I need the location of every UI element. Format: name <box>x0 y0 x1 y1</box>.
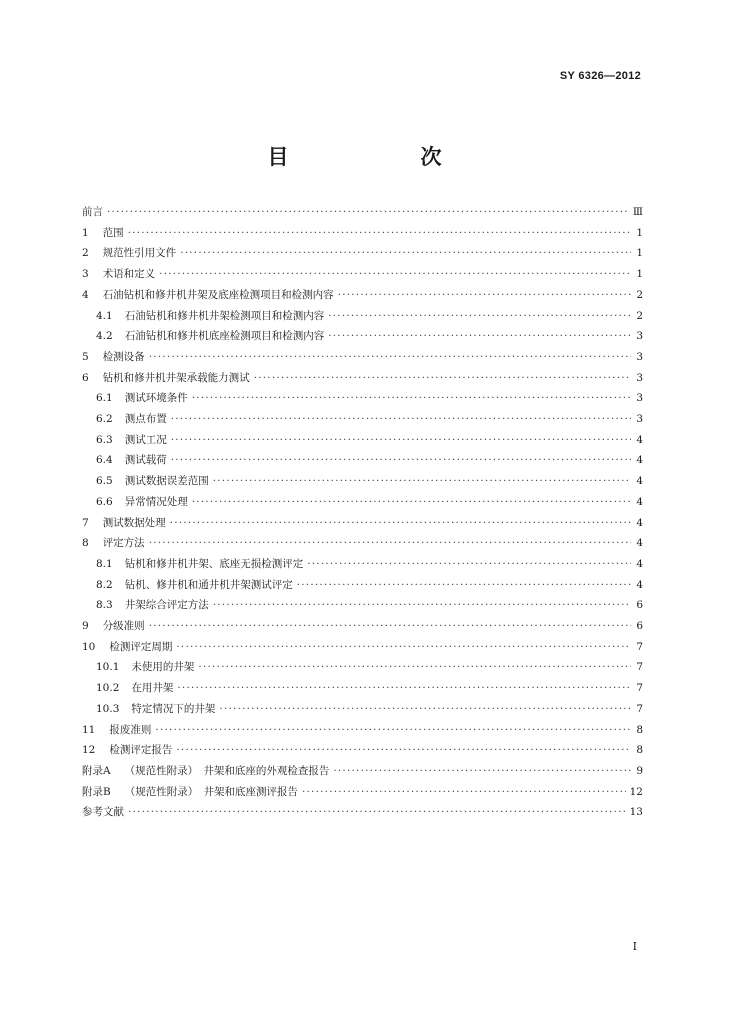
toc-entry-number: 4 <box>82 288 89 301</box>
toc-entry[interactable] <box>96 308 643 324</box>
toc-leader-dots <box>307 556 631 572</box>
toc-entry-label: 异常情况处理 <box>124 495 188 508</box>
toc-entry-number: 9 <box>82 620 89 632</box>
toc-entry-page: 7 <box>636 682 643 695</box>
toc-entry[interactable] <box>96 473 643 489</box>
toc-entry-page: 8 <box>636 723 643 736</box>
toc-entry-page: 7 <box>636 661 643 674</box>
toc-entry-label: 石油钻机和修井机底座检测项目和检测内容 <box>124 330 325 343</box>
toc-entry-page: 3 <box>636 330 643 343</box>
toc-entry[interactable] <box>82 225 643 241</box>
toc-entry-page: 4 <box>636 537 643 550</box>
toc-entry[interactable] <box>96 411 643 427</box>
toc-entry-label: 检测评定周期 <box>109 640 173 653</box>
toc-entry-label: 在用井架 <box>131 682 174 695</box>
toc-entry[interactable] <box>96 432 643 448</box>
toc-entry-label: 术语和定义 <box>102 268 156 281</box>
toc-entry-label: 测试环境条件 <box>124 392 188 405</box>
toc-leader-dots <box>149 618 631 634</box>
toc-entry-number: 6.1 <box>96 392 113 405</box>
toc-entry[interactable] <box>82 204 643 220</box>
toc-entry-page: 3 <box>636 371 643 384</box>
toc-entry-label: 规范性引用文件 <box>102 247 177 260</box>
toc-entry[interactable] <box>82 515 643 531</box>
toc-leader-dots <box>328 308 631 324</box>
toc-entry-label: （规范性附录） 井架和底座测评报告 <box>124 785 298 798</box>
toc-entry[interactable] <box>82 370 643 386</box>
toc-leader-dots <box>107 204 629 220</box>
toc-entry[interactable] <box>82 349 643 365</box>
toc-entry-number: 2 <box>82 247 89 260</box>
toc-entry[interactable] <box>96 577 643 593</box>
toc-entry-number: 10.2 <box>96 682 120 695</box>
toc-entry-number: 6 <box>82 371 89 384</box>
toc-entry[interactable] <box>82 287 643 303</box>
toc-leader-dots <box>177 680 631 696</box>
toc-entry-number: 附录A <box>82 764 111 777</box>
toc-entry-number: 8 <box>82 537 89 550</box>
toc-entry-number: 10.1 <box>96 661 120 674</box>
toc-entry-number: 6.3 <box>96 433 113 446</box>
toc-leader-dots <box>254 370 631 386</box>
toc-entry-number: 6.6 <box>96 495 113 508</box>
toc-leader-dots <box>213 597 631 613</box>
toc-entry[interactable] <box>82 535 643 551</box>
toc-entry-label: 测试数据误差范围 <box>124 475 209 488</box>
toc-leader-dots <box>302 784 626 800</box>
toc-entry-label: 特定情况下的井架 <box>131 702 216 715</box>
toc-entry[interactable] <box>82 763 643 779</box>
toc-entry[interactable] <box>96 659 643 675</box>
toc-leader-dots <box>219 701 631 717</box>
toc-entry[interactable] <box>96 390 643 406</box>
toc-leader-dots <box>149 349 631 365</box>
toc-entry-label: 检测评定报告 <box>109 744 173 757</box>
toc-entry-number: 8.1 <box>96 557 113 570</box>
toc-entry-number: 1 <box>82 226 89 239</box>
toc-entry-number: 6.2 <box>96 413 113 425</box>
toc-entry[interactable] <box>96 597 643 613</box>
toc-entry-page: 4 <box>636 578 643 591</box>
toc-entry-label: 测试数据处理 <box>102 516 166 529</box>
toc-entry-page: Ⅲ <box>632 206 643 218</box>
toc-entry-page: 9 <box>636 764 643 777</box>
toc-entry-label: 钻机和修井机井架承载能力测试 <box>102 371 250 384</box>
toc-leader-dots <box>128 804 626 820</box>
toc-entry[interactable] <box>96 452 643 468</box>
toc-entry-page: 12 <box>629 785 643 798</box>
toc-entry-page: 13 <box>629 806 643 819</box>
toc-leader-dots <box>192 494 631 510</box>
toc-leader-dots <box>171 411 631 427</box>
toc-leader-dots <box>297 577 631 593</box>
toc-entry-page: 1 <box>636 247 643 260</box>
toc-entry[interactable] <box>96 494 643 510</box>
toc-entry-page: 1 <box>636 268 643 281</box>
toc-entry-number: 4.2 <box>96 330 113 343</box>
toc-leader-dots <box>171 452 631 468</box>
toc-leader-dots <box>159 266 631 282</box>
toc-entry-number: 5 <box>82 350 89 363</box>
toc-entry-label: 未使用的井架 <box>131 661 195 674</box>
toc-entry-page: 6 <box>636 599 643 612</box>
toc-leader-dots <box>176 742 631 758</box>
toc-leader-dots <box>213 473 631 489</box>
toc-entry[interactable] <box>96 328 643 344</box>
toc-entry-label: 测试载荷 <box>124 454 167 467</box>
toc-entry-page: 4 <box>636 454 643 467</box>
toc-entry-label: 范围 <box>102 226 124 239</box>
toc-entry[interactable] <box>82 722 643 738</box>
toc-leader-dots <box>328 328 631 344</box>
toc-entry-page: 2 <box>636 288 643 301</box>
toc-entry-page: 7 <box>636 702 643 715</box>
toc-leader-dots <box>338 287 631 303</box>
toc-entry-page: 3 <box>636 392 643 405</box>
toc-leader-dots <box>170 515 631 531</box>
toc-leader-dots <box>333 763 631 779</box>
toc-entry[interactable] <box>82 742 643 758</box>
toc-entry-label: 检测设备 <box>102 350 145 363</box>
toc-entry-number: 10 <box>82 640 96 653</box>
toc-entry-label: 分级准则 <box>102 620 145 632</box>
toc-entry-page: 4 <box>636 433 643 446</box>
toc-leader-dots <box>180 245 631 261</box>
toc-leader-dots <box>128 225 631 241</box>
toc-entry-page: 6 <box>636 620 643 632</box>
toc-entry-page: 3 <box>636 350 643 363</box>
toc-entry[interactable] <box>82 784 643 800</box>
toc-entry-label: 测点布置 <box>124 413 167 425</box>
toc-entry-label: 评定方法 <box>102 537 145 550</box>
toc-entry-page: 3 <box>636 413 643 425</box>
toc-entry[interactable] <box>82 639 643 655</box>
toc-entry-number: 附录B <box>82 785 111 798</box>
toc-entry[interactable] <box>82 804 643 820</box>
toc-entry-label: 石油钻机和修井机井架及底座检测项目和检测内容 <box>102 288 334 301</box>
toc-entry-label: 报废准则 <box>109 723 152 736</box>
toc-entry-number: 4.1 <box>96 309 113 322</box>
toc-leader-dots <box>192 390 631 406</box>
toc-entry-label: 钻机、修井机和通井机井架测试评定 <box>124 578 293 591</box>
toc-entry-page: 4 <box>636 516 643 529</box>
toc-entry-number: 6.5 <box>96 475 113 488</box>
toc-entry-page: 1 <box>636 226 643 239</box>
standard-code: SY 6326—2012 <box>559 70 641 82</box>
toc-entry-number: 6.4 <box>96 454 113 467</box>
page-title: 目 次 <box>267 144 472 169</box>
toc-entry-page: 7 <box>636 640 643 653</box>
toc-entry-page: 2 <box>636 309 643 322</box>
toc-leader-dots <box>171 432 631 448</box>
toc-entry[interactable] <box>82 245 643 261</box>
toc-leader-dots <box>149 535 631 551</box>
toc-entry-number: 7 <box>82 516 89 529</box>
toc-entry[interactable] <box>82 266 643 282</box>
toc-leader-dots <box>198 659 631 675</box>
toc-leader-dots <box>176 639 631 655</box>
toc-entry[interactable] <box>96 701 643 717</box>
toc-entry[interactable] <box>82 618 643 634</box>
toc-entry-label: 井架综合评定方法 <box>124 599 209 612</box>
toc-entry-page: 4 <box>636 557 643 570</box>
toc-entry-page: 4 <box>636 495 643 508</box>
toc-entry-number: 10.3 <box>96 702 120 715</box>
toc-entry-number: 11 <box>82 723 96 736</box>
toc-entry[interactable] <box>96 680 643 696</box>
toc-entry-number: 8.3 <box>96 599 113 612</box>
toc-entry-page: 4 <box>636 475 643 488</box>
toc-entry-number: 3 <box>82 268 89 281</box>
toc-entry-label: 前言 <box>82 206 103 218</box>
toc-entry-label: 参考文献 <box>82 806 124 819</box>
toc-entry-label: 测试工况 <box>124 433 167 446</box>
toc-entry-label: 钻机和修井机井架、底座无损检测评定 <box>124 557 304 570</box>
page-number: I <box>632 940 637 953</box>
toc-entry-page: 8 <box>636 744 643 757</box>
toc-entry-label: 石油钻机和修井机井架检测项目和检测内容 <box>124 309 325 322</box>
toc-entry-number: 8.2 <box>96 578 113 591</box>
toc-entry-label: （规范性附录） 井架和底座的外观检查报告 <box>124 764 330 777</box>
toc-entry-number: 12 <box>82 744 96 757</box>
toc-entry[interactable] <box>96 556 643 572</box>
toc-leader-dots <box>155 722 631 738</box>
